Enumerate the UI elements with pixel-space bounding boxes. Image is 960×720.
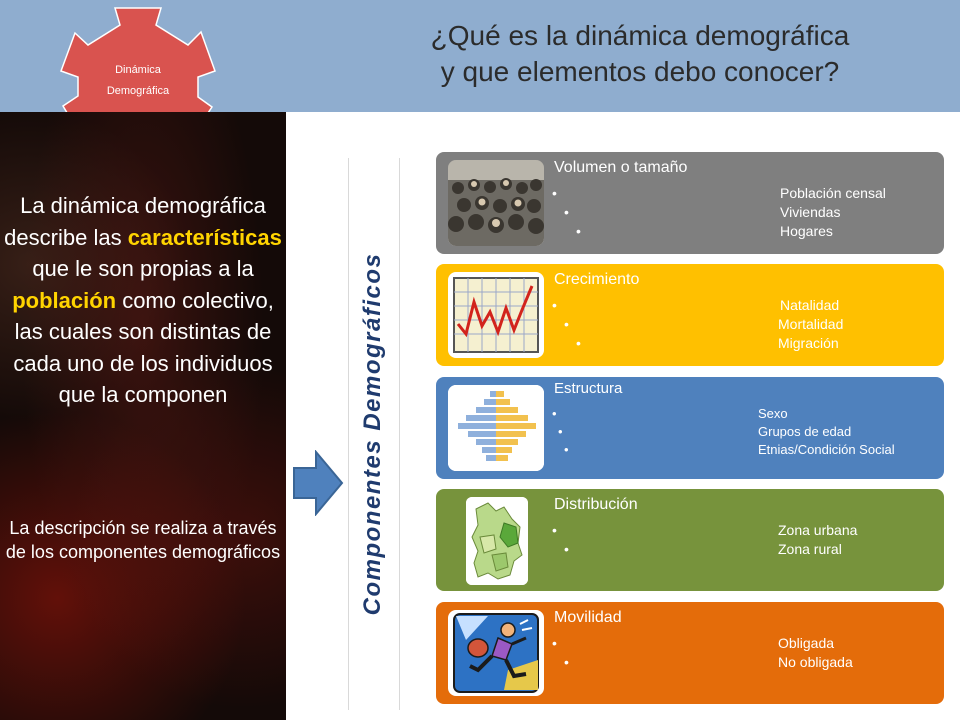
card-crecimiento: Crecimiento • Natalidad • Mortalidad • Migración — [436, 264, 944, 366]
card-title-distribucion: Distribución — [554, 496, 638, 513]
list-item-text: No obligada — [778, 654, 853, 670]
page-title-line-1: ¿Qué es la dinámica demográfica — [430, 20, 850, 51]
list-item-text: Natalidad — [780, 297, 840, 313]
list-item-text: Zona urbana — [778, 522, 858, 538]
description-text: La descripción se realiza a través de los componentes demográficos — [5, 518, 281, 562]
card-title-volumen: Volumen o tamaño — [554, 159, 688, 176]
highlight-poblacion: población — [12, 287, 117, 313]
page-title-line-2: y que elementos debo conocer? — [440, 56, 840, 87]
definition-text — [4, 190, 282, 411]
list-item-text: Sexo — [758, 406, 788, 421]
list-item-text: Etnias/Condición Social — [758, 442, 895, 457]
page-title — [320, 18, 960, 90]
card-title-estructura: Estructura — [554, 380, 623, 397]
region-map-icon — [466, 497, 528, 585]
crowd-background-panel — [0, 112, 286, 720]
definition-part-1: La dinámica demográfica describe las — [4, 193, 266, 250]
list-item-text: Migración — [778, 335, 839, 351]
right-arrow-icon — [292, 450, 344, 516]
card-estructura: Estructura • Sexo • Grupos de edad • Etnias/Condición Social — [436, 377, 944, 479]
highlight-caracteristicas: características — [127, 224, 282, 250]
population-pyramid-icon — [448, 385, 544, 471]
vertical-title: Componentes Demográficos — [359, 252, 386, 616]
list-item-text: Viviendas — [780, 204, 841, 220]
list-item-text: Mortalidad — [778, 316, 844, 332]
definition-part-3: como colectivo, las cuales son distintas de cada uno de los individuos que la componen — [13, 287, 274, 407]
line-chart-icon — [448, 272, 544, 358]
card-movilidad: Movilidad • Obligada • No obligada — [436, 602, 944, 704]
list-item-text: Hogares — [780, 223, 833, 239]
gear-badge-line-2: Demográfica — [106, 85, 170, 97]
definition-part-2: que le son propias a la — [32, 256, 254, 281]
running-person-icon — [448, 610, 544, 696]
crowd-photo-icon — [448, 160, 544, 246]
card-title-crecimiento: Crecimiento — [554, 271, 640, 288]
list-item-text: Zona rural — [778, 541, 842, 557]
card-title-movilidad: Movilidad — [554, 609, 622, 626]
list-item-text: Obligada — [778, 635, 835, 651]
gear-badge-line-1: Dinámica — [115, 64, 161, 76]
list-item-text: Grupos de edad — [758, 424, 852, 439]
card-volumen: Volumen o tamaño • Población censal • Viviendas • Hogares — [436, 152, 944, 254]
gear-badge-label — [86, 60, 190, 102]
list-item-text: Población censal — [780, 185, 886, 201]
card-distribucion: Distribución • Zona urbana • Zona rural — [436, 489, 944, 591]
